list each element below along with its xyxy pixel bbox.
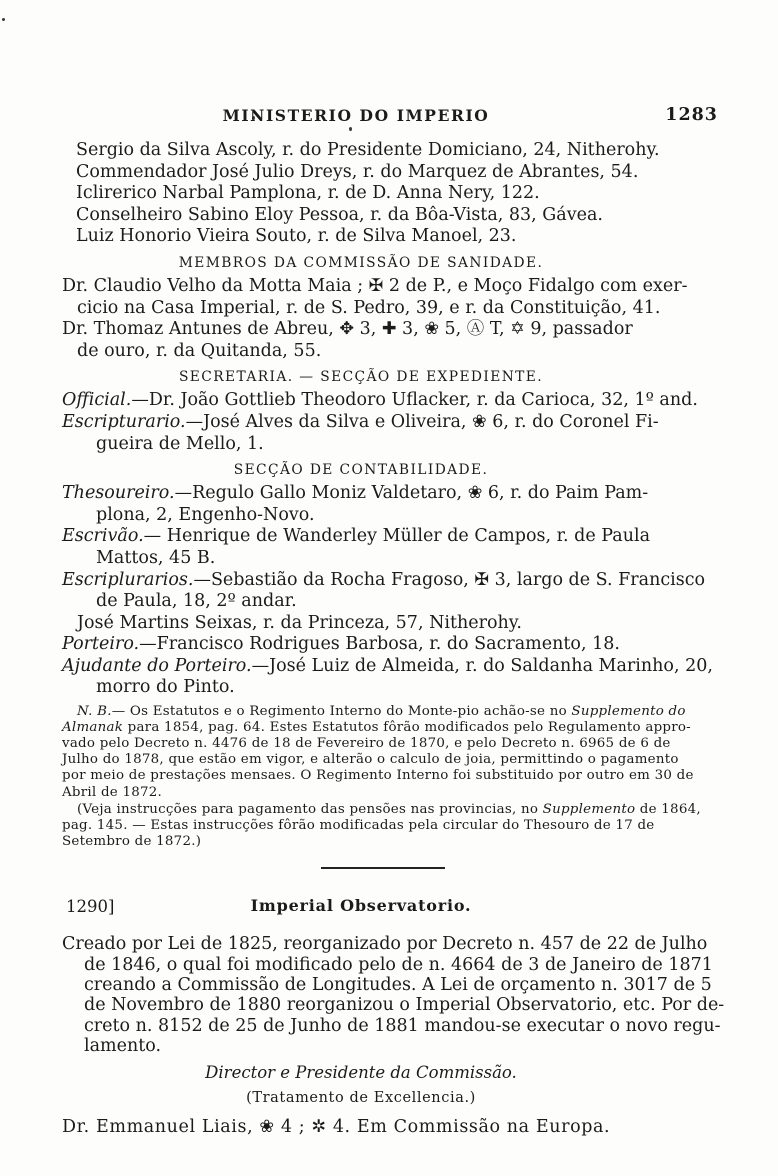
observatory-paragraph xyxy=(62,934,725,1056)
italic-role-label: Ajudante do Porteiro. xyxy=(62,655,252,676)
text-segment: Luiz Honorio Vieira Souto, r. de Silva Manoel, 23. xyxy=(76,226,517,247)
italic-role-label: Escripturario. xyxy=(62,411,186,432)
section-heading-contabilidade: SECÇÃO DE CONTABILIDADE. xyxy=(233,462,489,479)
text-line xyxy=(62,802,720,818)
text-segment: —Francisco Rodrigues Barbosa, r. do Sacramento, 18. xyxy=(139,634,620,655)
text-segment: —Sebastião da Rocha Fragoso, ✠ 3, largo de S. Francisco xyxy=(193,569,706,590)
observatory-header xyxy=(62,896,720,918)
text-line xyxy=(62,548,720,570)
text-line xyxy=(62,736,720,752)
text-segment: José Martins Seixas, r. da Princeza, 57, Nitherohy. xyxy=(77,612,522,633)
text-segment: Sergio da Silva Ascoly, r. do Presidente Domiciano, 24, Nitherohy. xyxy=(76,140,660,160)
text-segment: morro do Pinto. xyxy=(96,677,235,698)
italic-role-label: Escrivão. xyxy=(62,526,144,547)
text-line xyxy=(62,434,720,456)
text-line xyxy=(62,570,720,592)
entry-number: 1290] xyxy=(66,897,115,917)
scan-speck xyxy=(2,18,5,21)
text-line xyxy=(62,1016,720,1036)
text-line xyxy=(76,162,720,184)
contabilidade-entries xyxy=(62,483,720,699)
text-line xyxy=(62,412,720,434)
text-segment: vado pelo Decreto n. 4476 de 18 de Fevereiro de 1870, e pelo Decreto n. 6965 de 6 de xyxy=(62,736,671,752)
text-segment: Setembro de 1872.) xyxy=(62,833,202,849)
italic-role-label: Supplemento do xyxy=(571,704,686,720)
text-line xyxy=(62,319,720,341)
text-segment: de Novembro de 1880 reorganizou o Imperial Observatorio, etc. Por de- xyxy=(84,995,725,1016)
text-line xyxy=(62,704,720,720)
running-header xyxy=(62,106,720,128)
text-line xyxy=(62,677,720,699)
text-line xyxy=(62,505,720,527)
text-line xyxy=(76,140,720,162)
text-line xyxy=(62,785,720,801)
text-segment: Abril de 1872. xyxy=(62,784,163,800)
italic-role-label: Escriplurarios. xyxy=(62,569,194,590)
text-segment: (Veja instrucções para pagamento das pensões nas provincias, no xyxy=(77,801,543,817)
text-segment: por meio de prestações mensaes. O Regimento Interno foi substituido por outro em 30 de xyxy=(62,768,694,784)
text-line xyxy=(62,975,720,995)
italic-role-label: Porteiro. xyxy=(62,634,140,655)
footnote-veja xyxy=(62,802,720,850)
treatment-note: (Tratamento de Excellencia.) xyxy=(246,1090,476,1107)
text-segment: de 1864, xyxy=(635,801,701,817)
text-line xyxy=(62,341,720,363)
text-line xyxy=(62,276,720,298)
italic-role-label: N. B. xyxy=(77,704,112,720)
text-segment: gueira de Mello, 1. xyxy=(96,433,264,454)
text-segment: para 1854, pag. 64. Estes Estatutos fôrão modificados pelo Regulamento appro- xyxy=(123,720,691,736)
text-column xyxy=(62,0,725,1139)
text-line xyxy=(76,226,720,248)
sanidade-entries xyxy=(62,276,720,362)
text-line xyxy=(76,183,720,205)
text-line xyxy=(62,1036,720,1056)
observatory-title: Imperial Observatorio. xyxy=(250,896,472,916)
italic-role-label: Supplemento xyxy=(542,801,636,817)
text-segment: Dr. Thomaz Antunes de Abreu, ✥ 3, ✚ 3, ❀ 5, Ⓐ T, ✡ 9, passador xyxy=(62,319,633,340)
text-line xyxy=(62,834,720,850)
text-segment: Conselheiro Sabino Eloy Pessoa, r. da Bôa-Vista, 83, Gávea. xyxy=(76,204,603,225)
text-segment: —José Luiz de Almeida, r. do Saldanha Marinho, 20, xyxy=(251,655,713,676)
director-entry xyxy=(62,1117,720,1139)
text-segment: creando a Commissão de Longitudes. A Lei de orçamento n. 3017 de 5 xyxy=(84,975,712,995)
text-segment: —Dr. João Gottlieb Theodoro Uflacker, r. da Carioca, 32, 1º and. xyxy=(131,390,698,411)
expediente-entries xyxy=(62,390,720,455)
italic-role-label: Official. xyxy=(62,390,132,411)
footnotes xyxy=(62,704,720,850)
text-segment: lamento. xyxy=(84,1035,162,1056)
text-line xyxy=(62,613,720,635)
text-line xyxy=(76,205,720,227)
text-line xyxy=(62,768,720,784)
text-line xyxy=(62,591,720,613)
italic-role-label: Thesoureiro. xyxy=(62,483,175,504)
text-segment: Julho do 1878, que estão em vigor, e alterão o calculo de joia, permittindo o pagamento xyxy=(62,752,679,768)
text-segment: Iclirerico Narbal Pamplona, r. de D. Anna Nery, 122. xyxy=(76,183,540,204)
text-segment: Dr. Emmanuel Liais, ❀ 4 ; ✲ 4. Em Commissão na Europa. xyxy=(62,1117,611,1138)
text-line xyxy=(62,720,720,736)
text-segment: —José Alves da Silva e Oliveira, ❀ 6, r. do Coronel Fi- xyxy=(185,411,659,432)
text-line xyxy=(62,995,725,1016)
text-line xyxy=(62,634,720,656)
text-line xyxy=(62,752,720,768)
text-segment: Mattos, 45 B. xyxy=(96,547,216,568)
members-address-list xyxy=(76,140,720,248)
text-segment: de Paula, 18, 2º andar. xyxy=(96,591,297,612)
text-segment: Creado por Lei de 1825, reorganizado por Decreto n. 457 de 22 de Julho xyxy=(62,934,708,955)
text-line xyxy=(62,1117,720,1139)
section-heading-sanidade: MEMBROS DA COMMISSÃO DE SANIDADE. xyxy=(178,254,544,271)
text-segment: plona, 2, Engenho-Novo. xyxy=(96,504,315,525)
director-heading: Director e Presidente da Commissão. xyxy=(205,1063,517,1083)
section-heading-expediente: SECRETARIA. — SECÇÃO DE EXPEDIENTE. xyxy=(178,369,544,386)
text-line xyxy=(62,955,720,975)
text-segment: — Os Estatutos e o Regimento Interno do Monte-pio achão-se no xyxy=(111,704,572,720)
page-number: 1283 xyxy=(665,105,718,125)
text-segment: —Regulo Gallo Moniz Valdetaro, ❀ 6, r. do Paim Pam- xyxy=(174,483,649,504)
text-line xyxy=(62,526,720,548)
italic-role-label: Almanak xyxy=(62,720,124,736)
footnote-nb xyxy=(62,704,720,801)
text-line xyxy=(62,298,720,320)
text-segment: pag. 145. — Estas instrucções fôrão modificadas pela circular do Thesouro de 17 de xyxy=(62,817,655,833)
text-line xyxy=(62,656,720,678)
text-segment: creto n. 8152 de 25 de Junho de 1881 mandou-se executar o novo regu- xyxy=(84,1015,721,1036)
text-line xyxy=(62,483,720,505)
text-segment: cicio na Casa Imperial, r. de S. Pedro, 39, e r. da Constituição, 41. xyxy=(77,297,661,318)
text-line xyxy=(62,934,720,954)
text-segment: Commendador José Julio Dreys, r. do Marquez de Abrantes, 54. xyxy=(76,161,639,182)
running-header-title: MINISTERIO DO IMPERIO xyxy=(222,106,490,125)
text-segment: de ouro, r. da Quitanda, 55. xyxy=(77,340,322,361)
text-line xyxy=(62,390,720,412)
text-segment: — Henrique de Wanderley Müller de Campos, r. de Paula xyxy=(143,526,651,547)
text-line xyxy=(62,818,720,834)
section-divider-rule xyxy=(321,867,445,870)
text-segment: Dr. Claudio Velho da Motta Maia ; ✠ 2 de P., e Moço Fidalgo com exer- xyxy=(62,275,688,296)
text-segment: de 1846, o qual foi modificado pelo de n. 4664 de 3 de Janeiro de 1871 xyxy=(84,954,713,975)
